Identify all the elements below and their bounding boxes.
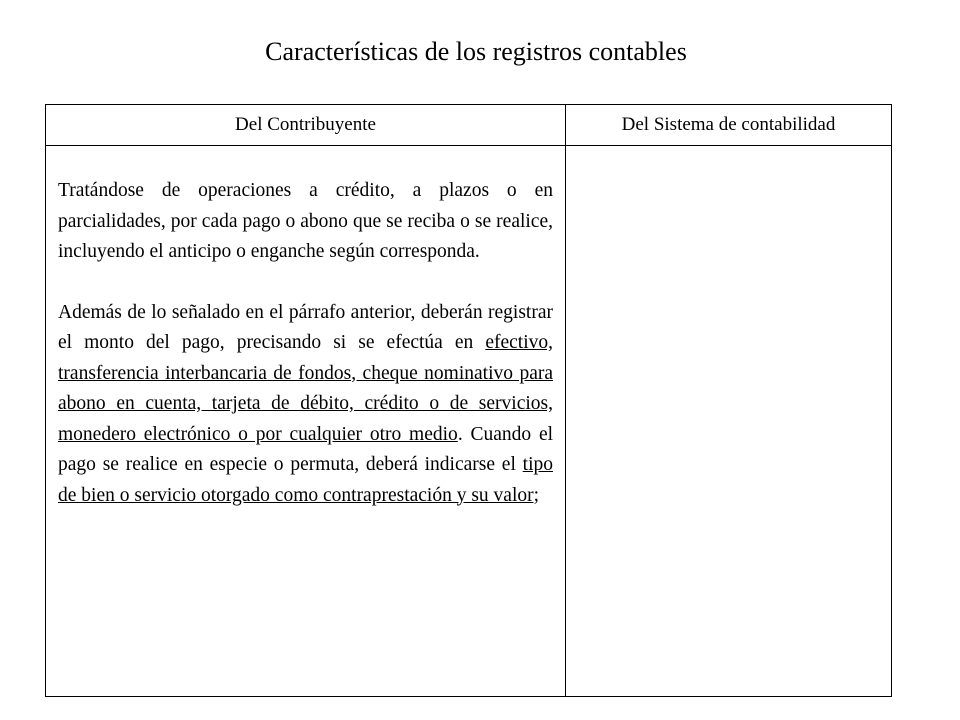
cell-contribuyente: [46, 146, 566, 697]
table-row: [46, 146, 892, 697]
underlined-payment-methods: efectivo, transferencia interbancaria de fondos, cheque nominativo para abono en cuenta, tarjeta de débito, crédito o de servicios, monedero electrónico o por cualquier otro medio: [58, 332, 553, 445]
underlined-bien-servicio: tipo de bien o servicio otorgado como contraprestación y su valor;: [58, 454, 553, 506]
text-segment: . Cuando el pago se realice en especie o permuta, deberá indicarse el: [58, 423, 554, 475]
contribuyente-text: [46, 146, 565, 511]
characteristics-table: [45, 104, 892, 697]
page-title: Características de los registros contables: [265, 37, 687, 66]
cell-sistema: [566, 146, 892, 697]
table-header-row: [46, 105, 892, 146]
text-segment: Además de lo señalado en el párrafo anterior, deberán registrar el monto del pago, precisando si se efectúa en: [58, 301, 553, 353]
paragraph-monto-pago: [58, 298, 553, 512]
paragraph-operaciones-credito: Tratándose de operaciones a crédito, a plazos o en parcialidades, por cada pago o abono que se reciba o se realice, incluyendo el anticipo o enganche según corresponda.: [58, 180, 553, 262]
header-contribuyente: Del Contribuyente: [46, 105, 566, 146]
header-sistema: Del Sistema de contabilidad: [566, 105, 892, 146]
